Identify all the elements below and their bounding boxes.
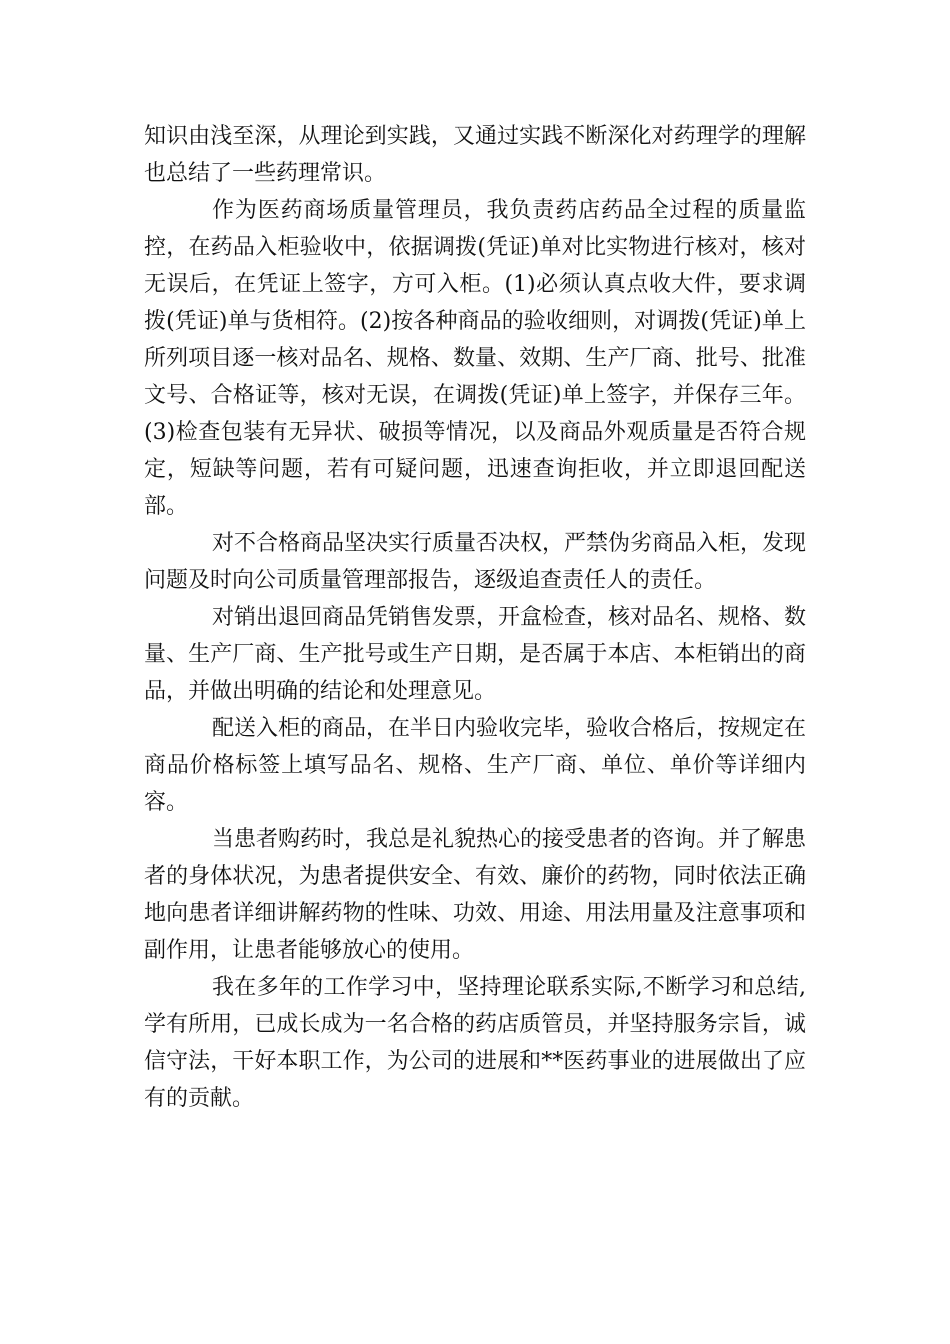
paragraph-3: 对不合格商品坚决实行质量否决权，严禁伪劣商品入柜，发现问题及时向公司质量管理部报告，逐级追查责任人的责任。 xyxy=(144,531,807,593)
paragraph-5: 配送入柜的商品，在半日内验收完毕，验收合格后，按规定在商品价格标签上填写品名、规格、生产厂商、单位、单价等详细内容。 xyxy=(144,716,807,815)
paragraph-1: 知识由浅至深，从理论到实践，又通过实践不断深化对药理学的理解也总结了一些药理常识。 xyxy=(144,124,806,186)
paragraph-6: 当患者购药时，我总是礼貌热心的接受患者的咨询。并了解患者的身体状况，为患者提供安全、有效、廉价的药物，同时依法正确地向患者详细讲解药物的性味、功效、用途、用法用量及注意事项和副作用，让患者能够放心的使用。 xyxy=(144,827,807,963)
document-body xyxy=(144,118,806,1117)
paragraph-2: 作为医药商场质量管理员，我负责药店药品全过程的质量监控，在药品入柜验收中，依据调拨(凭证)单对比实物进行核对，核对无误后，在凭证上签字，方可入柜。(1)必须认真点收大件，要求调拨(凭证)单与货相符。(2)按各种商品的验收细则，对调拨(凭证)单上所列项目逐一核对品名、规格、数量、效期、生产厂商、批号、批准文号、合格证等，核对无误，在调拨(凭证)单上签字，并保存三年。(3)检查包装有无异状、破损等情况，以及商品外观质量是否符合规定，短缺等问题，若有可疑问题，迅速查询拒收，并立即退回配送部。 xyxy=(144,198,806,519)
paragraph-7: 我在多年的工作学习中，坚持理论联系实际,不断学习和总结,学有所用，已成长成为一名合格的药店质管员，并坚持服务宗旨，诚信守法，干好本职工作，为公司的进展和**医药事业的进展做出了应有的贡献。 xyxy=(144,975,806,1111)
paragraph-4: 对销出退回商品凭销售发票，开盒检查，核对品名、规格、数量、生产厂商、生产批号或生产日期，是否属于本店、本柜销出的商品，并做出明确的结论和处理意见。 xyxy=(144,605,807,704)
